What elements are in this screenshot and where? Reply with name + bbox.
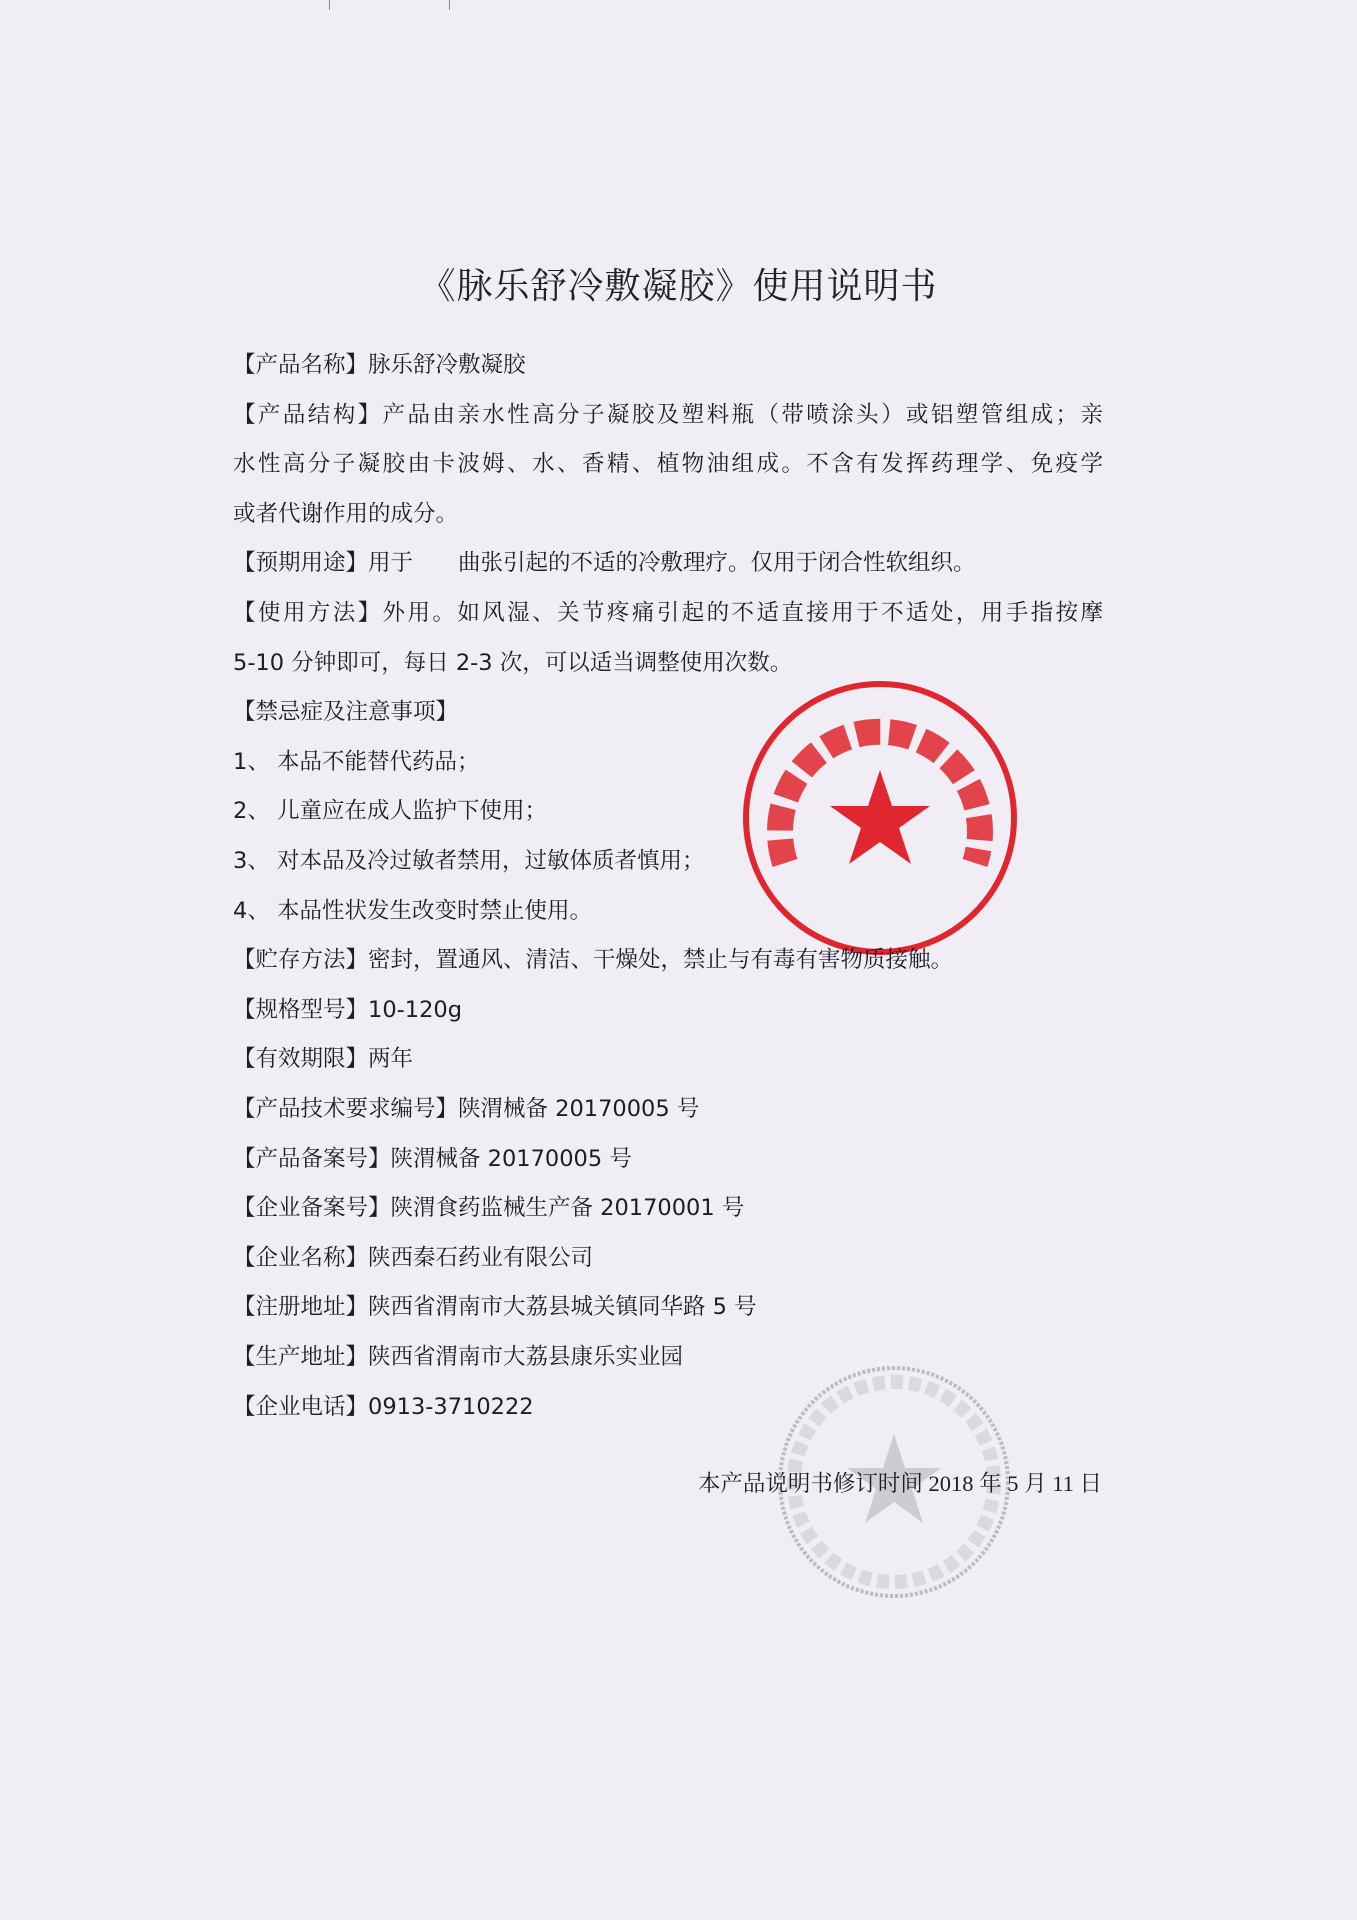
- document-line: 【注册地址】陕西省渭南市大荔县城关镇同华路 5 号: [233, 1294, 757, 1321]
- document-line: 水性高分子凝胶由卡波姆、水、香精、植物油组成。不含有发挥药理学、免疫学: [233, 451, 1103, 478]
- document-line: 【贮存方法】密封，置通风、清洁、干燥处，禁止与有毒有害物质接触。: [233, 947, 954, 974]
- document-title: 《脉乐舒冷敷凝胶》使用说明书: [419, 266, 938, 307]
- document-line: 【企业电话】0913-3710222: [233, 1393, 534, 1420]
- scan-mark: [449, 0, 450, 10]
- document-line: 【产品技术要求编号】陕渭械备 20170005 号: [233, 1096, 700, 1122]
- document-line: 5-10 分钟即可，每日 2-3 次，可以适当调整使用次数。: [233, 649, 793, 676]
- document-line: 【使用方法】外用。如风湿、关节疼痛引起的不适直接用于不适处，用手指按摩: [233, 600, 1103, 626]
- document-line: 【企业名称】陕西秦石药业有限公司: [233, 1244, 594, 1271]
- document-line: 3、 对本品及冷过敏者禁用，过敏体质者慎用；: [233, 848, 705, 874]
- star-icon: [830, 770, 930, 864]
- product-name-line: 【产品名称】脉乐舒冷敷凝胶: [233, 352, 526, 378]
- document-line: 【预期用途】用于 曲张引起的不适的冷敷理疗。仅用于闭合性软组织。: [233, 550, 976, 577]
- document-line: 【禁忌症及注意事项】: [233, 699, 459, 726]
- document-line: 或者代谢作用的成分。: [233, 500, 459, 527]
- document-line: 2、 儿童应在成人监护下使用；: [233, 798, 547, 825]
- document-line: 4、 本品性状发生改变时禁止使用。: [233, 897, 592, 924]
- document-line: 【有效期限】两年: [233, 1046, 414, 1073]
- scan-mark: [329, 0, 330, 10]
- document-line: 1、 本品不能替代药品；: [233, 748, 480, 775]
- revision-date: 本产品说明书修订时间 2018 年 5 月 11 日: [697, 1471, 1102, 1496]
- company-seal: [740, 678, 1020, 958]
- document-line: 【产品结构】产品由亲水性高分子凝胶及塑料瓶（带喷涂头）或铝塑管组成；亲: [233, 401, 1103, 428]
- document-line: 【产品备案号】陕渭械备 20170005 号: [233, 1145, 632, 1172]
- document-line: 【规格型号】10-120g: [233, 996, 462, 1023]
- document-line: 【生产地址】陕西省渭南市大荔县康乐实业园: [233, 1344, 684, 1370]
- document-line: 【企业备案号】陕渭食药监械生产备 20170001 号: [233, 1195, 745, 1222]
